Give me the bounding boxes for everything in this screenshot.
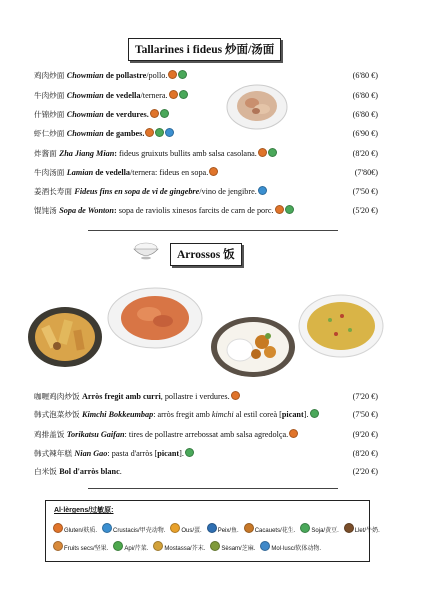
legend-item-milk	[343, 528, 380, 534]
rice-item	[34, 391, 378, 403]
item-description: /vino de jengibre.	[199, 187, 257, 196]
legend-label: Soja/黄豆.	[311, 528, 339, 534]
item-name: Torikatsu Gaifan	[66, 430, 125, 439]
item-text	[34, 70, 187, 82]
legend-line-1	[52, 523, 384, 534]
soy-allergen-icon	[310, 409, 319, 418]
item-name-rest: de pollastre	[103, 71, 147, 80]
item-price: (7'50 €)	[352, 187, 378, 196]
legend-line-2	[52, 541, 325, 552]
gluten-allergen-icon	[209, 167, 218, 176]
milk-allergen-icon	[344, 523, 354, 533]
item-chinese-name: 姜酒长寿面	[34, 187, 75, 196]
item-chinese-name: 虾仁炒面	[34, 129, 67, 138]
item-price: (7'50 €)	[352, 410, 378, 419]
legend-label: Llet/牛奶.	[354, 528, 380, 534]
crust-allergen-icon	[165, 128, 174, 137]
item-description: /ternera.	[140, 91, 168, 100]
spicy-label: picant	[281, 410, 304, 419]
item-price: (7'20 €)	[352, 392, 378, 401]
item-description-3: ].	[303, 410, 309, 419]
item-name-rest: de verdures.	[103, 110, 149, 119]
nuts-allergen-icon	[53, 541, 63, 551]
item-description: : arròs fregit amb	[153, 410, 212, 419]
item-text	[34, 90, 188, 102]
legend-label: Gluten/麸质.	[64, 528, 98, 534]
legend-item-egg	[169, 528, 201, 534]
item-chinese-name: 炸酱面	[34, 149, 60, 158]
soy-allergen-icon	[268, 148, 277, 157]
item-description: : tires de pollastre arrebossat amb salsa agredolça.	[124, 430, 289, 439]
item-name: Lamian	[66, 168, 94, 177]
gluten-allergen-icon	[289, 429, 298, 438]
item-chinese-name: 牛肉汤面	[34, 168, 67, 177]
gluten-allergen-icon	[150, 109, 159, 118]
celery-allergen-icon	[113, 541, 123, 551]
item-name-rest: de vedella	[93, 168, 131, 177]
item-description: : pasta d'arròs [	[107, 449, 158, 458]
noodle-item	[34, 128, 378, 140]
item-text	[34, 205, 294, 217]
soy-allergen-icon	[179, 90, 188, 99]
kimchi-rice-photo	[107, 287, 203, 349]
item-name: Chowmian	[66, 110, 104, 119]
gluten-allergen-icon	[275, 205, 284, 214]
peanut-allergen-icon	[244, 523, 254, 533]
legend-item-gluten	[52, 528, 97, 534]
legend-item-sesame	[209, 546, 255, 552]
item-name: Bol d'arròs blanc	[59, 467, 120, 476]
item-chinese-name: 鸡排盖饭	[34, 430, 67, 439]
gluten-allergen-icon	[169, 90, 178, 99]
item-chinese-name: 鸡肉炒面	[34, 71, 67, 80]
item-text	[34, 391, 240, 403]
item-name-rest: de vedella	[103, 91, 141, 100]
legend-item-fish	[206, 528, 239, 534]
section-divider-2	[88, 488, 338, 489]
item-text	[34, 186, 267, 198]
legend-label: Crustacis/甲壳动物.	[113, 528, 166, 534]
legend-label: Ous/蛋.	[181, 528, 202, 534]
item-chinese-name: 牛肉炒面	[34, 91, 67, 100]
item-description-2: al estil coreà [	[233, 410, 282, 419]
legend-item-nuts	[52, 546, 108, 552]
fried-rice-photo	[298, 294, 384, 358]
gluten-allergen-icon	[168, 70, 177, 79]
noodle-item	[34, 186, 378, 198]
item-name: Arròs fregit amb curri	[81, 392, 161, 401]
item-name-rest: de gambes.	[103, 129, 145, 138]
item-name: Chowmian	[66, 129, 104, 138]
legend-title: Al·lèrgens/过敏原:	[54, 507, 114, 514]
item-chinese-name: 韩式泡菜炒饭	[34, 410, 82, 419]
item-text	[34, 429, 298, 441]
torikatsu-photo	[210, 316, 296, 378]
item-text	[34, 148, 277, 160]
item-price: (2'20 €)	[352, 467, 378, 476]
soy-allergen-icon	[300, 523, 310, 533]
legend-item-mollusc	[259, 546, 321, 552]
legend-label: Fruits secs/坚果.	[64, 546, 109, 552]
item-description: .	[119, 467, 122, 476]
section-title-noodles: Tallarines i fideus 炒面/汤面	[128, 38, 281, 61]
item-description: sopa de raviolis xinesos farcits de carn de porc.	[118, 206, 274, 215]
item-text	[34, 128, 174, 140]
soy-allergen-icon	[178, 70, 187, 79]
item-description: /pollo.	[146, 71, 168, 80]
item-price: (6'80 €)	[352, 91, 378, 100]
item-description: fideus gruixuts bullits amb salsa casolana.	[119, 149, 257, 158]
noodle-item	[34, 109, 378, 121]
legend-label: Mostassa/芥末.	[164, 546, 206, 552]
spicy-label: picant	[157, 449, 180, 458]
item-name: Kimchi Bokkeumbap	[81, 410, 154, 419]
allergen-legend	[45, 500, 380, 562]
rice-item	[34, 466, 378, 478]
item-price: (7'80€)	[354, 168, 378, 177]
item-text	[34, 448, 194, 460]
item-chinese-name: 什锦炒面	[34, 110, 67, 119]
item-text	[34, 167, 218, 179]
item-chinese-name: 白米饭	[34, 467, 60, 476]
crust-allergen-icon	[102, 523, 112, 533]
legend-item-crust	[101, 528, 165, 534]
item-price: (6'90 €)	[352, 129, 378, 138]
legend-item-soy	[299, 528, 338, 534]
item-price: (6'80 €)	[352, 71, 378, 80]
item-description: , pollastre i verdures.	[160, 392, 230, 401]
legend-item-peanut	[243, 528, 296, 534]
item-text	[34, 109, 169, 121]
soy-allergen-icon	[155, 128, 164, 137]
item-description-italic: kimchi	[211, 410, 234, 419]
crust-allergen-icon	[258, 186, 267, 195]
rice-item	[34, 429, 378, 441]
mollusc-allergen-icon	[260, 541, 270, 551]
item-chinese-name: 馄饨汤	[34, 206, 60, 215]
rice-bowl-icon	[132, 240, 160, 260]
soy-allergen-icon	[185, 448, 194, 457]
legend-label: Mol·lusc/软体动物.	[271, 546, 322, 552]
noodle-item	[34, 205, 378, 217]
item-price: (9'20 €)	[352, 430, 378, 439]
legend-label: Cacauets/花生.	[254, 528, 296, 534]
item-description-3: ].	[179, 449, 184, 458]
soy-allergen-icon	[160, 109, 169, 118]
item-text	[34, 409, 319, 421]
item-name: Nian Gao	[74, 449, 108, 458]
item-text	[34, 466, 122, 478]
egg-allergen-icon	[170, 523, 180, 533]
noodle-item	[34, 167, 378, 179]
section-title-rice: Arrossos 饭	[170, 243, 242, 266]
noodle-item	[34, 90, 378, 102]
mustard-allergen-icon	[153, 541, 163, 551]
legend-label: Peix/鱼.	[217, 528, 239, 534]
item-price: (5'20 €)	[352, 206, 378, 215]
noodle-item	[34, 148, 378, 160]
item-price: (8'20 €)	[352, 449, 378, 458]
fish-allergen-icon	[207, 523, 217, 533]
legend-label: Api/芹菜.	[124, 546, 149, 552]
sesame-allergen-icon	[210, 541, 220, 551]
item-chinese-name: 咖喱鸡肉炒饭	[34, 392, 82, 401]
noodle-item	[34, 70, 378, 82]
legend-label: Sèsam/芝麻.	[221, 546, 256, 552]
gluten-allergen-icon	[145, 128, 154, 137]
gluten-allergen-icon	[258, 148, 267, 157]
rice-item	[34, 409, 378, 421]
item-price: (8'20 €)	[352, 149, 378, 158]
soy-allergen-icon	[285, 205, 294, 214]
noodles-photo	[226, 84, 288, 130]
item-name: Chowmian	[66, 71, 104, 80]
gluten-allergen-icon	[53, 523, 63, 533]
rice-item	[34, 448, 378, 460]
legend-item-celery	[112, 546, 148, 552]
item-name-rest: :	[113, 206, 119, 215]
item-price: (6'80 €)	[352, 110, 378, 119]
item-name: Chowmian	[66, 91, 104, 100]
item-name: Zha Jiang Mian	[59, 149, 115, 158]
gluten-allergen-icon	[231, 391, 240, 400]
item-chinese-name: 韩式辣年糕	[34, 449, 75, 458]
item-name: Fideus fins en sopa de vi de gingebre	[74, 187, 200, 196]
legend-item-mustard	[152, 546, 205, 552]
item-name-rest: :	[114, 149, 120, 158]
item-name: Sopa de Wonton	[59, 206, 114, 215]
item-description: /ternera: fideus en sopa.	[130, 168, 209, 177]
section-divider-1	[88, 230, 338, 231]
curry-rice-photo	[27, 306, 103, 368]
